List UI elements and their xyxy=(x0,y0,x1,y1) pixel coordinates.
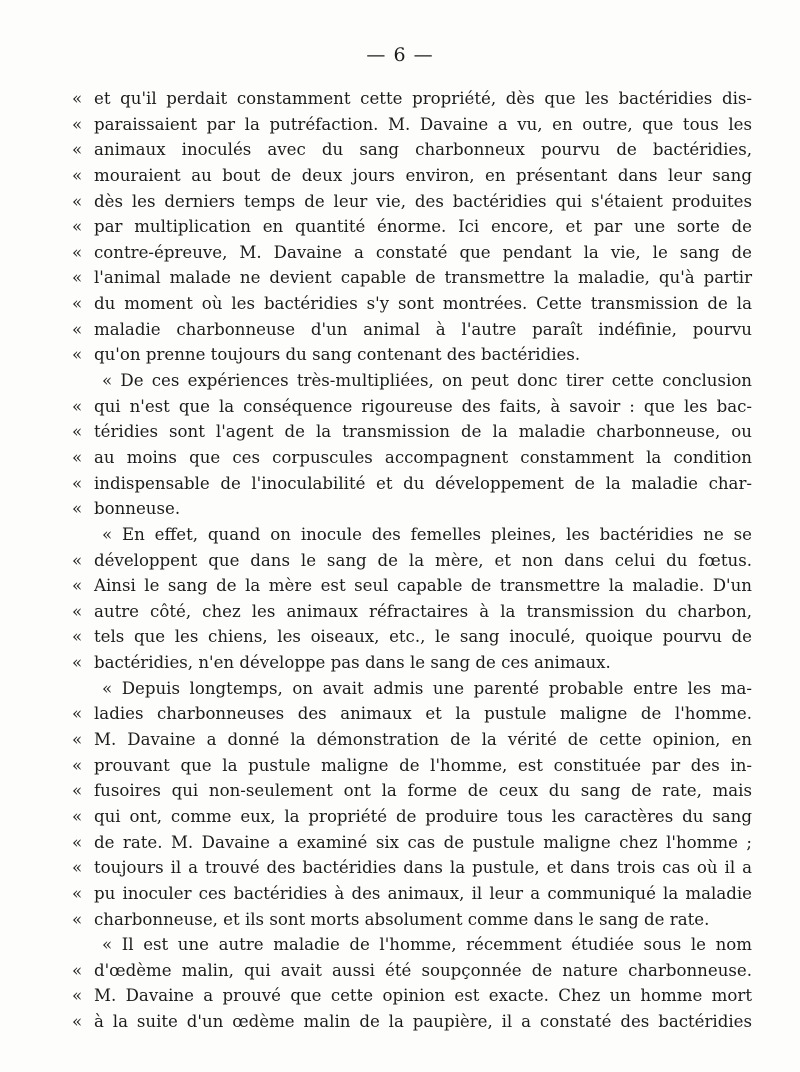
text-line xyxy=(72,855,752,881)
line-text: bactéridies, n'en développe pas dans le sang de ces animaux. xyxy=(94,653,611,673)
text-line xyxy=(72,496,752,522)
text-line xyxy=(72,958,752,984)
text-line xyxy=(72,881,752,907)
text-line xyxy=(72,599,752,625)
text-line xyxy=(72,419,752,445)
text-line xyxy=(72,471,752,497)
quotation-mark: « xyxy=(72,704,83,724)
line-text: téridies sont l'agent de la transmission de la maladie charbonneuse, ou xyxy=(94,422,752,442)
text-line xyxy=(72,727,752,753)
text-line xyxy=(72,189,752,215)
body-text xyxy=(72,86,752,1035)
line-text: contre-épreuve, M. Davaine a constaté que pendant la vie, le sang de xyxy=(94,242,752,262)
quotation-mark: « xyxy=(72,422,83,442)
line-text: paraissaient par la putréfaction. M. Davaine a vu, en outre, que tous les xyxy=(94,114,752,134)
quotation-mark: « xyxy=(72,473,83,493)
quotation-mark: « xyxy=(72,576,83,596)
text-line xyxy=(72,214,752,240)
text-line xyxy=(72,676,752,702)
quotation-mark: « xyxy=(72,499,83,519)
text-line xyxy=(72,265,752,291)
line-text: ladies charbonneuses des animaux et la pustule maligne de l'homme. xyxy=(94,704,752,724)
line-text: pu inoculer ces bactéridies à des animaux, il leur a communiqué la maladie xyxy=(94,883,752,903)
text-line xyxy=(72,86,752,112)
line-text: « De ces expériences très-multipliées, on peut donc tirer cette conclusion xyxy=(102,371,752,391)
line-text: au moins que ces corpuscules accompagnent constamment la condition xyxy=(94,447,752,467)
text-line xyxy=(72,932,752,958)
quotation-mark: « xyxy=(72,858,83,878)
text-line xyxy=(72,778,752,804)
text-line xyxy=(72,830,752,856)
quotation-mark: « xyxy=(72,268,83,288)
line-text: autre côté, chez les animaux réfractaires à la transmission du charbon, xyxy=(94,601,752,621)
quotation-mark: « xyxy=(72,191,83,211)
line-text: qu'on prenne toujours du sang contenant des bactéridies. xyxy=(94,345,581,365)
quotation-mark: « xyxy=(72,447,83,467)
line-text: et qu'il perdait constamment cette propriété, dès que les bactéridies dis- xyxy=(94,89,752,108)
text-line xyxy=(72,522,752,548)
line-text: développent que dans le sang de la mère, et non dans celui du fœtus. xyxy=(94,550,752,570)
text-line xyxy=(72,240,752,266)
quotation-mark: « xyxy=(72,755,83,775)
quotation-mark: « xyxy=(72,217,83,237)
text-line xyxy=(72,1009,752,1035)
quotation-mark: « xyxy=(72,1012,83,1032)
text-line xyxy=(72,445,752,471)
quotation-mark: « xyxy=(72,165,83,185)
line-text: l'animal malade ne devient capable de transmettre la maladie, qu'à partir xyxy=(94,268,752,288)
quotation-mark: « xyxy=(72,550,83,570)
text-line xyxy=(72,137,752,163)
text-line xyxy=(72,624,752,650)
line-text: tels que les chiens, les oiseaux, etc., le sang inoculé, quoique pourvu de xyxy=(94,627,752,647)
quotation-mark: « xyxy=(72,730,83,750)
page-number: — 6 — xyxy=(366,44,434,66)
text-line xyxy=(72,548,752,574)
line-text: Ainsi le sang de la mère est seul capable de transmettre la maladie. D'un xyxy=(94,576,752,596)
line-text: par multiplication en quantité énorme. Ici encore, et par une sorte de xyxy=(94,217,752,237)
line-text: bonneuse. xyxy=(94,499,181,519)
line-text: charbonneuse, et ils sont morts absolument comme dans le sang de rate. xyxy=(94,909,710,929)
line-text: prouvant que la pustule maligne de l'homme, est constituée par des in- xyxy=(94,755,752,775)
text-line xyxy=(72,163,752,189)
quotation-mark: « xyxy=(72,832,83,852)
line-text: M. Davaine a donné la démonstration de la vérité de cette opinion, en xyxy=(94,730,752,750)
line-text: dès les derniers temps de leur vie, des bactéridies qui s'étaient produites xyxy=(94,191,752,211)
quotation-mark: « xyxy=(72,114,83,134)
text-line xyxy=(72,112,752,138)
quotation-mark: « xyxy=(72,396,83,416)
quotation-mark: « xyxy=(72,986,83,1006)
quotation-mark: « xyxy=(72,319,83,339)
text-line xyxy=(72,753,752,779)
quotation-mark: « xyxy=(72,294,83,314)
line-text: « Il est une autre maladie de l'homme, récemment étudiée sous le nom xyxy=(102,935,752,955)
text-line xyxy=(72,394,752,420)
line-text: « Depuis longtemps, on avait admis une parenté probable entre les ma- xyxy=(102,678,752,698)
line-text: du moment où les bactéridies s'y sont montrées. Cette transmission de la xyxy=(94,294,752,314)
line-text: fusoires qui non-seulement ont la forme de ceux du sang de rate, mais xyxy=(94,781,752,801)
quotation-mark: « xyxy=(72,140,83,160)
text-line xyxy=(72,291,752,317)
quotation-mark: « xyxy=(72,781,83,801)
quotation-mark: « xyxy=(72,627,83,647)
line-text: M. Davaine a prouvé que cette opinion est exacte. Chez un homme mort xyxy=(94,986,752,1006)
line-text: indispensable de l'inoculabilité et du développement de la maladie char- xyxy=(94,473,752,493)
text-line xyxy=(72,907,752,933)
line-text: animaux inoculés avec du sang charbonneux pourvu de bactéridies, xyxy=(94,140,752,160)
text-line xyxy=(72,342,752,368)
line-text: toujours il a trouvé des bactéridies dans la pustule, et dans trois cas où il a xyxy=(94,858,752,878)
line-text: « En effet, quand on inocule des femelles pleines, les bactéridies ne se xyxy=(102,524,752,544)
text-line xyxy=(72,983,752,1009)
line-text: qui ont, comme eux, la propriété de produire tous les caractères du sang xyxy=(94,806,752,826)
line-text: à la suite d'un œdème malin de la paupière, il a constaté des bactéridies xyxy=(94,1012,752,1032)
line-text: d'œdème malin, qui avait aussi été soupçonnée de nature charbonneuse. xyxy=(94,960,752,980)
line-text: de rate. M. Davaine a examiné six cas de pustule maligne chez l'homme ; xyxy=(94,832,752,852)
quotation-mark: « xyxy=(72,806,83,826)
quotation-mark: « xyxy=(72,242,83,262)
text-line xyxy=(72,804,752,830)
quotation-mark: « xyxy=(72,601,83,621)
line-text: mouraient au bout de deux jours environ, en présentant dans leur sang xyxy=(94,165,752,185)
quotation-mark: « xyxy=(72,345,83,365)
line-text: qui n'est que la conséquence rigoureuse des faits, à savoir : que les bac- xyxy=(94,396,752,416)
quotation-mark: « xyxy=(72,960,83,980)
text-line xyxy=(72,573,752,599)
text-line xyxy=(72,701,752,727)
quotation-mark: « xyxy=(72,909,83,929)
quotation-mark: « xyxy=(72,883,83,903)
text-line xyxy=(72,368,752,394)
text-line xyxy=(72,650,752,676)
text-line xyxy=(72,317,752,343)
quotation-mark: « xyxy=(72,653,83,673)
line-text: maladie charbonneuse d'un animal à l'autre paraît indéfinie, pourvu xyxy=(94,319,752,339)
quotation-mark: « xyxy=(72,89,83,108)
